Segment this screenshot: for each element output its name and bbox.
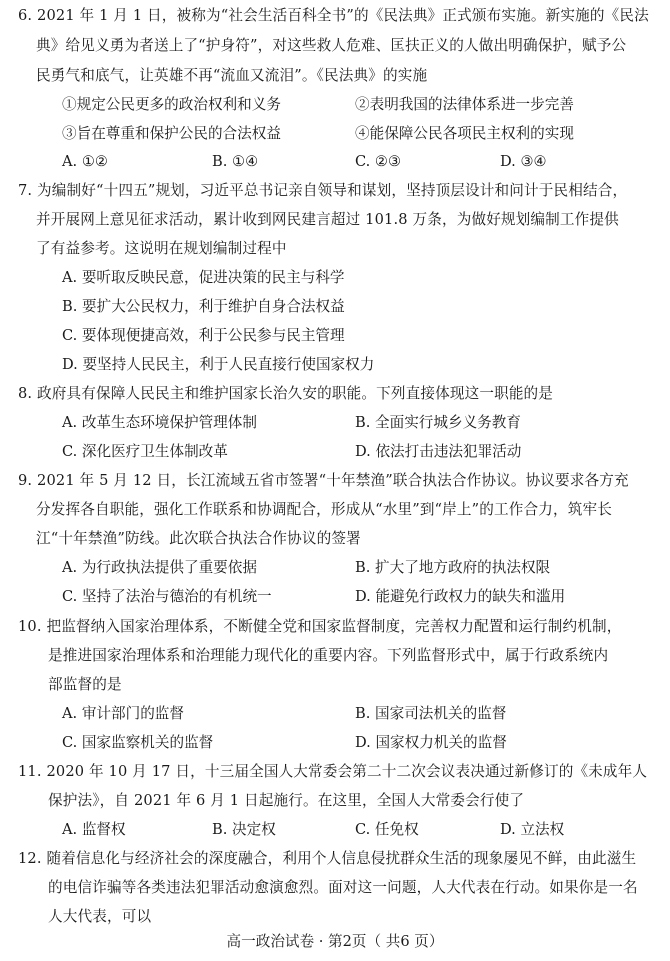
option-c: C. 坚持了法治与德治的有机统一 <box>62 588 272 605</box>
option-d: D. 立法权 <box>500 821 565 838</box>
question-stem-line: 典》给见义勇为者送上了“护身符”，对这些救人危难、匡扶正义的人做出明确保护，赋予公 <box>36 37 627 54</box>
statement-2: ②表明我国的法律体系进一步完善 <box>355 96 574 113</box>
page-footer: 高一政治试卷 · 第2页（ 共6 页） <box>226 933 444 950</box>
option-d: D. 国家权力机关的监督 <box>355 734 507 751</box>
option-c: C. 国家监察机关的监督 <box>62 734 214 751</box>
option-a: A. 要听取反映民意，促进决策的民主与科学 <box>62 269 345 286</box>
question-stem-line: 11. 2020 年 10 月 17 日，十三届全国人大常委会第二十二次会议表决通过新修订的《未成年人 <box>18 763 648 780</box>
question-stem-line: 9. 2021 年 5 月 12 日，长江流域五省市签署“十年禁渔”联合执法合作协议。协议要求各方充 <box>18 472 629 489</box>
option-c: C. ②③ <box>355 153 402 170</box>
statement-3: ③旨在尊重和保护公民的合法权益 <box>62 125 281 142</box>
statement-4: ④能保障公民各项民主权利的实现 <box>355 125 574 142</box>
option-d: D. ③④ <box>500 153 547 170</box>
question-stem-line: 保护法》，自 2021 年 6 月 1 日起施行。在这里，全国人大常委会行使了 <box>48 792 525 809</box>
option-b: B. 全面实行城乡义务教育 <box>355 414 521 431</box>
option-b: B. 决定权 <box>212 821 276 838</box>
option-d: D. 依法打击违法犯罪活动 <box>355 443 522 460</box>
option-a: A. 监督权 <box>62 821 126 838</box>
question-stem-line: 12. 随着信息化与经济社会的深度融合，利用个人信息侵扰群众生活的现象屡见不鲜，由此滋生 <box>18 850 637 867</box>
option-c: C. 要体现便捷高效，利于公民参与民主管理 <box>62 327 345 344</box>
question-stem-line: 10. 把监督纳入国家治理体系，不断健全党和国家监督制度，完善权力配置和运行制约机制， <box>18 618 622 635</box>
option-b: B. 扩大了地方政府的执法权限 <box>355 559 551 576</box>
option-c: C. 深化医疗卫生体制改革 <box>62 443 228 460</box>
question-stem-line: 民勇气和底气，让英雄不再“流血又流泪”。《民法典》的实施 <box>36 67 428 84</box>
question-stem-line: 部监督的是 <box>48 676 122 693</box>
option-a: A. ①② <box>62 153 108 170</box>
question-stem-line: 8. 政府具有保障人民民主和维护国家长治久安的职能。下列直接体现这一职能的是 <box>18 385 554 402</box>
question-stem-line: 7. 为编制好“十四五”规划，习近平总书记亲自领导和谋划，坚持顶层设计和问计于民相结合， <box>18 182 628 199</box>
option-a: A. 审计部门的监督 <box>62 705 184 722</box>
option-b: B. 要扩大公民权力，利于维护自身合法权益 <box>62 298 345 315</box>
option-c: C. 任免权 <box>355 821 419 838</box>
option-a: A. 改革生态环境保护管理体制 <box>62 414 257 431</box>
question-stem-line: 6. 2021 年 1 月 1 日，被称为“社会生活百科全书”的《民法典》正式颁布实施。新实施的《民法 <box>18 7 649 24</box>
question-stem-line: 的电信诈骗等各类违法犯罪活动愈演愈烈。面对这一问题，人大代表在行动。如果你是一名 <box>48 879 638 896</box>
question-stem-line: 分发挥各自职能，强化工作联系和协调配合，形成从“水里”到“岸上”的工作合力，筑牢长 <box>36 501 612 518</box>
option-d: D. 要坚持人民民主，利于人民直接行使国家权力 <box>62 356 375 373</box>
option-a: A. 为行政执法提供了重要依据 <box>62 559 257 576</box>
option-d: D. 能避免行政权力的缺失和滥用 <box>355 588 566 605</box>
question-stem-line: 了有益参考。这说明在规划编制过程中 <box>36 240 287 257</box>
question-stem-line: 江“十年禁渔”防线。此次联合执法合作协议的签署 <box>36 530 361 547</box>
statement-1: ①规定公民更多的政治权利和义务 <box>62 96 281 113</box>
question-stem-line: 并开展网上意见征求活动，累计收到网民建言超过 101.8 万条，为做好规划编制工作提供 <box>36 211 619 228</box>
question-stem-line: 是推进国家治理体系和治理能力现代化的重要内容。下列监督形式中，属于行政系统内 <box>48 647 609 664</box>
option-b: B. ①④ <box>212 153 259 170</box>
question-stem-line: 人大代表，可以 <box>48 908 152 925</box>
option-b: B. 国家司法机关的监督 <box>355 705 507 722</box>
